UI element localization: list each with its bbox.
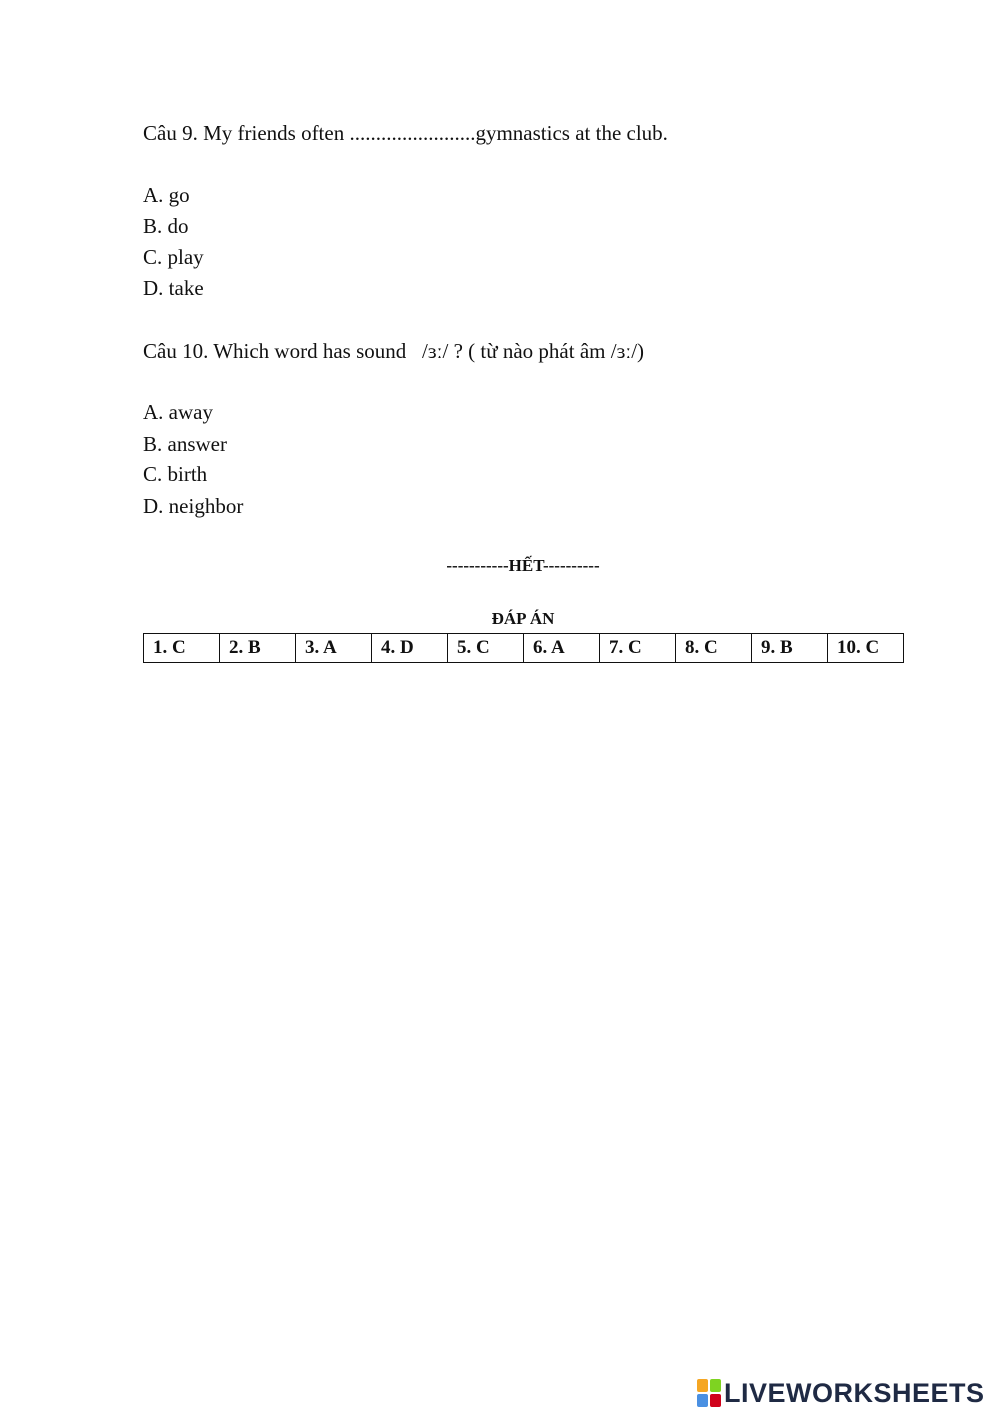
logo-mark-tile-1 <box>697 1379 708 1392</box>
liveworksheets-logo-icon <box>697 1379 721 1407</box>
answer-cell: 8. C <box>676 634 752 663</box>
question-9-option-d: D. take <box>143 276 204 300</box>
answer-cell: 5. C <box>448 634 524 663</box>
question-9-option-b: B. do <box>143 214 189 238</box>
answer-cell: 3. A <box>296 634 372 663</box>
answer-cell: 10. C <box>828 634 904 663</box>
liveworksheets-wordmark: LIVEWORKSHEETS <box>724 1378 985 1408</box>
question-10-option-c: C. birth <box>143 462 208 486</box>
question-9-option-c: C. play <box>143 245 204 269</box>
answer-key-table <box>143 633 904 663</box>
logo-mark-tile-4 <box>710 1394 721 1407</box>
question-10-option-d: D. neighbor <box>143 494 244 518</box>
answer-cell: 7. C <box>600 634 676 663</box>
question-10-option-a: A. away <box>143 400 213 424</box>
answer-cell: 9. B <box>752 634 828 663</box>
logo-mark-tile-3 <box>697 1394 708 1407</box>
question-9-stem: Câu 9. My friends often ........................gymnastics at the club. <box>143 121 668 145</box>
question-10-option-b: B. answer <box>143 432 227 456</box>
question-10-stem: Câu 10. Which word has sound /ɜː/ ? ( từ nào phát âm /ɜː/) <box>143 339 645 363</box>
question-9-option-a: A. go <box>143 183 190 207</box>
answer-cell: 2. B <box>220 634 296 663</box>
answer-cell: 4. D <box>372 634 448 663</box>
answer-key-title: ĐÁP ÁN <box>491 609 555 628</box>
liveworksheets-logo[interactable] <box>697 1378 985 1408</box>
end-marker: -----------HẾT---------- <box>446 556 600 575</box>
logo-mark-tile-2 <box>710 1379 721 1392</box>
answer-cell: 1. C <box>144 634 220 663</box>
answer-key-row <box>144 634 904 663</box>
answer-cell: 6. A <box>524 634 600 663</box>
